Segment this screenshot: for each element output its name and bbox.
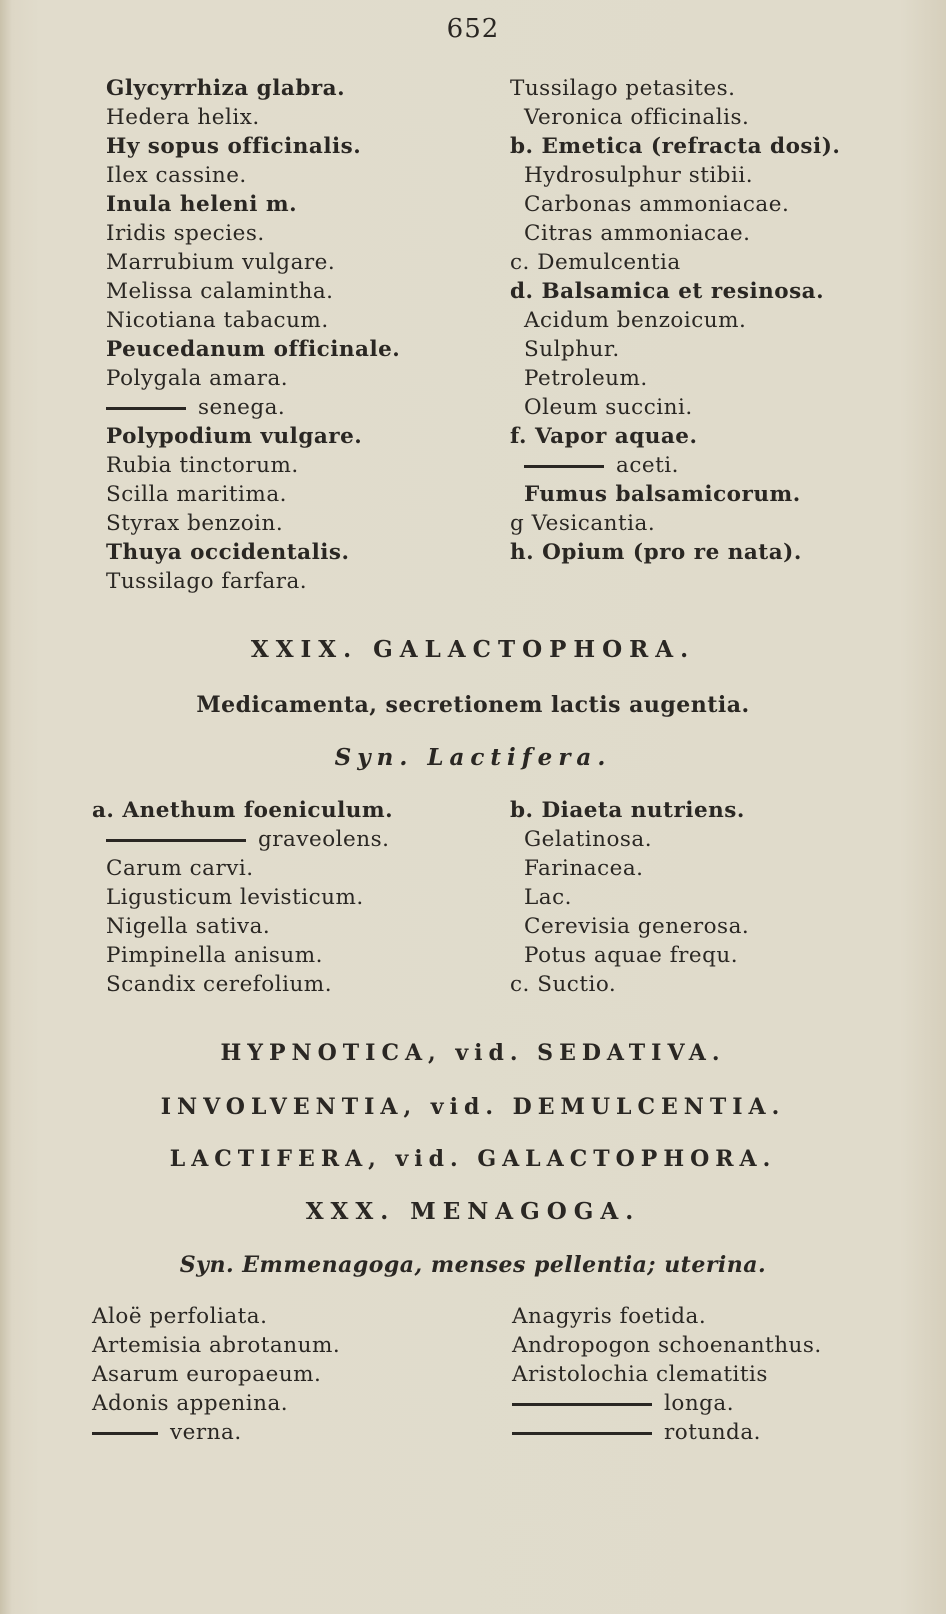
- list-item: b. Emetica (refracta dosi).: [510, 134, 841, 159]
- list-item-text: rotunda.: [664, 1420, 761, 1445]
- list-item: Cerevisia generosa.: [524, 914, 750, 939]
- top-left-list: [106, 74, 400, 596]
- ditto-dash: [106, 407, 186, 410]
- list-item: Melissa calamintha.: [106, 279, 334, 304]
- list-item: Petroleum.: [524, 366, 648, 391]
- list-item: Styrax benzoin.: [106, 511, 284, 536]
- list-item: [512, 1418, 822, 1447]
- list-item: Lac.: [524, 885, 572, 910]
- ditto-dash: [512, 1403, 652, 1406]
- list-item: Hedera helix.: [106, 105, 260, 130]
- list-item: Tussilago petasites.: [510, 76, 736, 101]
- list-item: Nicotiana tabacum.: [106, 308, 329, 333]
- list-item: Carbonas ammoniacae.: [524, 192, 790, 217]
- list-item: Peucedanum officinale.: [106, 337, 401, 362]
- list-item: Iridis species.: [106, 221, 265, 246]
- list-item: Scandix cerefolium.: [106, 972, 333, 997]
- top-right-list: [510, 74, 840, 567]
- list-item: h. Opium (pro re nata).: [510, 540, 802, 565]
- list-item: Carum carvi.: [106, 856, 254, 881]
- list-item-text: aceti.: [616, 453, 679, 478]
- list-item: Tussilago farfara.: [106, 569, 308, 594]
- list-item: Artemisia abrotanum.: [92, 1333, 341, 1358]
- list-item: Ilex cassine.: [106, 163, 247, 188]
- list-item: Rubia tinctorum.: [106, 453, 299, 478]
- list-item: [92, 825, 393, 854]
- ditto-dash: [106, 839, 246, 842]
- list-item: Potus aquae frequ.: [524, 943, 739, 968]
- list-item: [512, 1389, 822, 1418]
- list-item: Thuya occidentalis.: [106, 540, 350, 565]
- cross-reference: LACTIFERA, vid. GALACTOPHORA.: [169, 1146, 777, 1172]
- menagoga-left-list: [92, 1302, 340, 1447]
- list-item: f. Vapor aquae.: [510, 424, 698, 449]
- ditto-dash: [92, 1432, 158, 1435]
- section-subtitle: Medicamenta, secretionem lactis augentia.: [196, 692, 750, 718]
- list-item: [92, 1418, 340, 1447]
- section-title: XXIX. GALACTOPHORA.: [250, 636, 696, 663]
- galactophora-right-list: [510, 796, 749, 999]
- list-item-text: senega.: [198, 395, 286, 420]
- list-item-text: graveolens.: [258, 827, 390, 852]
- list-item: c. Demulcentia: [510, 250, 681, 275]
- list-item: Asarum europaeum.: [92, 1362, 322, 1387]
- list-item: Adonis appenina.: [92, 1391, 289, 1416]
- list-item: Ligusticum levisticum.: [106, 885, 364, 910]
- list-item: Sulphur.: [524, 337, 620, 362]
- section-title: XXX. MENAGOGA.: [305, 1198, 641, 1225]
- list-item: Anagyris foetida.: [512, 1304, 707, 1329]
- list-item: Fumus balsamicorum.: [524, 482, 801, 507]
- list-item: Veronica officinalis.: [524, 105, 750, 130]
- list-item: d. Balsamica et resinosa.: [510, 279, 825, 304]
- menagoga-right-list: [512, 1302, 822, 1447]
- list-item: Hy sopus officinalis.: [106, 134, 362, 159]
- list-item: Farinacea.: [524, 856, 644, 881]
- list-item: Aloë perfoliata.: [92, 1304, 268, 1329]
- list-item: Citras ammoniacae.: [524, 221, 751, 246]
- list-item: Pimpinella anisum.: [106, 943, 323, 968]
- list-item: Gelatinosa.: [524, 827, 653, 852]
- list-item: c. Suctio.: [510, 972, 617, 997]
- list-item: g Vesicantia.: [510, 511, 656, 536]
- ditto-dash: [524, 465, 604, 468]
- list-item: b. Diaeta nutriens.: [510, 798, 745, 823]
- list-item: Andropogon schoenanthus.: [512, 1333, 822, 1358]
- list-item-text: longa.: [664, 1391, 735, 1416]
- list-item: Acidum benzoicum.: [524, 308, 747, 333]
- section-synonym: Syn. Emmenagoga, menses pellentia; uterina.: [179, 1252, 767, 1278]
- list-item: [106, 393, 400, 422]
- list-item: Scilla maritima.: [106, 482, 287, 507]
- list-item: Inula heleni m.: [106, 192, 298, 217]
- list-item: Aristolochia clematitis: [512, 1362, 768, 1387]
- cross-reference: HYPNOTICA, vid. SEDATIVA.: [220, 1040, 726, 1066]
- page-number: 652: [446, 14, 500, 44]
- list-item-text: verna.: [170, 1420, 242, 1445]
- list-item: [510, 451, 840, 480]
- section-synonym: Syn. Lactifera.: [334, 744, 612, 771]
- list-item: Glycyrrhiza glabra.: [106, 76, 346, 101]
- cross-reference: INVOLVENTIA, vid. DEMULCENTIA.: [160, 1094, 786, 1120]
- list-item: a. Anethum foeniculum.: [92, 798, 394, 823]
- galactophora-left-list: [92, 796, 393, 999]
- list-item: Polypodium vulgare.: [106, 424, 363, 449]
- list-item: Oleum succini.: [524, 395, 693, 420]
- list-item: Hydrosulphur stibii.: [524, 163, 754, 188]
- list-item: Nigella sativa.: [106, 914, 271, 939]
- list-item: Polygala amara.: [106, 366, 289, 391]
- ditto-dash: [512, 1432, 652, 1435]
- list-item: Marrubium vulgare.: [106, 250, 336, 275]
